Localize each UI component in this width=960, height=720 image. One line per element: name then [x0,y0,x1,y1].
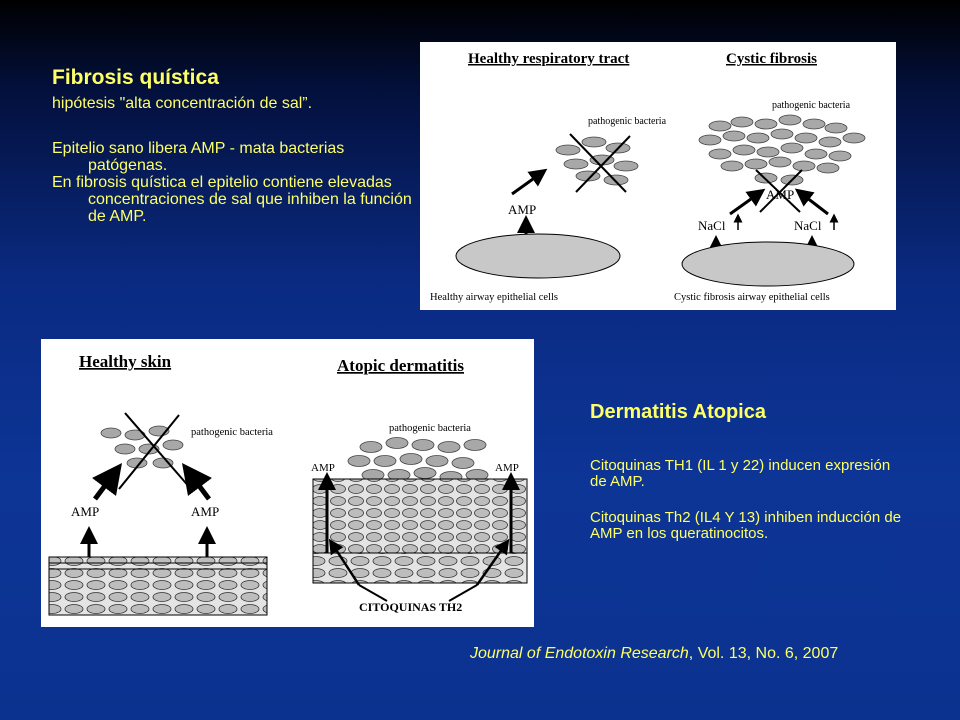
ad-bullet-1: Citoquinas TH1 (IL 1 y 22) inducen expresión de AMP. [590,457,891,490]
fig1-bacteria-right [699,115,865,185]
fig1-cells-left: Healthy airway epithelial cells [430,292,558,303]
citation [470,645,838,663]
citation-journal: Journal of Endotoxin Research [470,645,689,662]
figure-skin [41,339,534,627]
fig1-amp-left: AMP [508,202,537,217]
fig2-bacteria-label-right: pathogenic bacteria [389,423,471,434]
cf-subtitle: hipótesis "alta concentración de sal”. [52,95,313,112]
ad-title: Dermatitis Atopica [590,401,766,423]
fig2-amp-left-1: AMP [71,504,100,519]
fig2-amp-right-2: AMP [495,462,519,474]
cf-title: Fibrosis quística [52,66,219,89]
ad-bullets [590,458,910,562]
fig2-heading-right: Atopic dermatitis [337,356,465,375]
fig1-nacl-right: NaCl [794,218,822,233]
fig2-amp-right-1: AMP [311,462,335,474]
figure-respiratory-svg [420,42,896,310]
citation-details: , Vol. 13, No. 6, 2007 [688,645,839,662]
fig1-bacteria-label-left: pathogenic bacteria [588,116,667,127]
cf-bullets [52,140,412,225]
fig2-bacteria-label-left: pathogenic bacteria [191,427,273,438]
ad-bullet-2: Citoquinas Th2 (IL4 Y 13) inhiben inducción de AMP en los queratinocitos. [590,509,902,542]
fig1-amp-right: AMP [766,187,795,202]
cf-bullet-1: Epitelio sano libera AMP - mata bacterias patógenas. [52,140,345,174]
fig2-cytokines-label: CITOQUINAS TH2 [359,600,463,614]
fig1-heading-left: Healthy respiratory tract [468,51,630,67]
fig1-bacteria-label-right: pathogenic bacteria [772,100,851,111]
fig1-heading-right: Cystic fibrosis [726,51,817,67]
fig2-heading-left: Healthy skin [79,352,172,371]
figure-skin-svg [41,339,534,627]
figure-respiratory-tract [420,42,896,310]
fig1-nacl-left: NaCl [698,218,726,233]
cf-bullet-2: En fibrosis quística el epitelio contiene elevadas concentraciones de sal que inhiben la función de AMP. [52,174,412,225]
fig2-amp-left-2: AMP [191,504,220,519]
fig1-cells-right: Cystic fibrosis airway epithelial cells [674,292,830,303]
